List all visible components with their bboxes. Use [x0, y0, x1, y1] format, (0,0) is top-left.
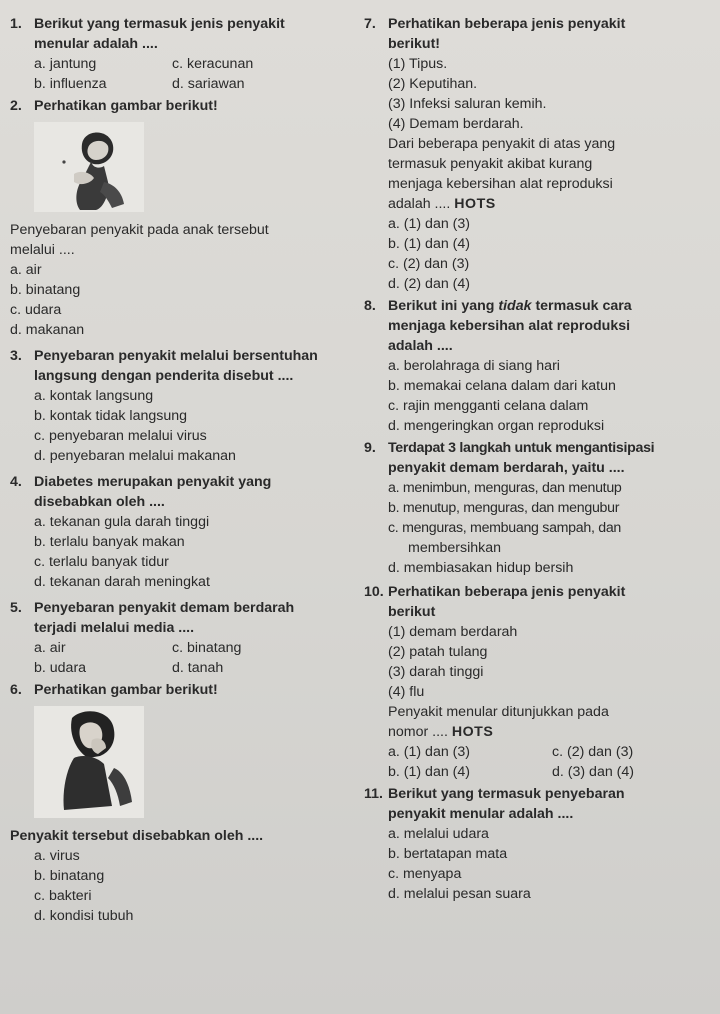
question-1 — [10, 14, 362, 94]
question-6 — [10, 680, 362, 926]
option-c[interactable]: c. menguras, membuang sampah, dan — [388, 520, 621, 536]
option-c[interactable]: c. terlalu banyak tidur — [34, 554, 169, 570]
question-8 — [364, 296, 714, 436]
stem-text: Berikut ini yang — [388, 298, 499, 314]
option-c[interactable]: c. binatang — [172, 640, 242, 656]
option-b[interactable]: b. udara — [34, 660, 87, 676]
option-b[interactable]: b. menutup, menguras, dan mengubur — [388, 500, 620, 516]
stem-line: berikut — [388, 604, 436, 620]
statement-item: (3) Infeksi saluran kemih. — [388, 96, 547, 112]
question-9 — [364, 438, 714, 578]
stem-line: Berikut yang termasuk jenis penyakit — [34, 16, 285, 32]
option-c-continued[interactable]: membersihkan — [408, 540, 502, 556]
figure-child-coughing — [34, 122, 144, 212]
option-a[interactable]: a. melalui udara — [388, 826, 489, 842]
option-a[interactable]: a. virus — [34, 848, 80, 864]
option-d[interactable]: d. sariawan — [172, 76, 245, 92]
option-c[interactable]: c. menyapa — [388, 866, 462, 882]
question-number: 4. — [10, 474, 22, 490]
option-d[interactable]: d. melalui pesan suara — [388, 886, 531, 902]
question-10 — [364, 582, 714, 782]
stem-line: menjaga kebersihan alat reproduksi — [388, 318, 631, 334]
option-d[interactable]: d. tanah — [172, 660, 224, 676]
option-a[interactable]: a. air — [10, 262, 42, 278]
condition-line — [388, 722, 714, 742]
option-d[interactable]: d. mengeringkan organ reproduksi — [388, 418, 605, 434]
question-stem — [34, 598, 362, 638]
option-b[interactable]: b. (1) dan (4) — [388, 764, 471, 780]
question-stem — [388, 784, 714, 824]
option-b[interactable]: b. binatang — [10, 282, 81, 298]
option-a[interactable]: a. (1) dan (3) — [388, 744, 471, 760]
condition-line: Penyakit menular ditunjukkan pada — [388, 704, 609, 720]
question-stem: Perhatikan gambar berikut! — [34, 98, 218, 114]
option-b[interactable]: b. memakai celana dalam dari katun — [388, 378, 616, 394]
option-a[interactable]: a. air — [34, 640, 66, 656]
options — [34, 54, 362, 94]
sick-person-illustration — [34, 706, 144, 818]
option-c[interactable]: c. penyebaran melalui virus — [34, 428, 207, 444]
statement-item: (1) Tipus. — [388, 56, 448, 72]
caption-line: melalui .... — [10, 242, 75, 258]
option-a[interactable]: a. menimbun, menguras, dan menutup — [388, 480, 622, 496]
stem-line: Perhatikan beberapa jenis penyakit — [388, 584, 626, 600]
option-b[interactable]: b. terlalu banyak makan — [34, 534, 185, 550]
question-condition — [388, 702, 714, 742]
figure-caption — [10, 220, 362, 260]
option-a[interactable]: a. berolahraga di siang hari — [388, 358, 560, 374]
option-a[interactable]: a. (1) dan (3) — [388, 216, 471, 232]
question-number: 5. — [10, 600, 22, 616]
hots-badge: HOTS — [454, 196, 496, 212]
options — [34, 638, 362, 678]
stem-line — [388, 296, 714, 316]
question-number: 7. — [364, 16, 376, 32]
option-c[interactable]: c. bakteri — [34, 888, 92, 904]
right-column — [364, 14, 714, 906]
option-d[interactable]: d. (2) dan (4) — [388, 276, 471, 292]
question-stem — [388, 14, 714, 54]
stem-text: termasuk cara — [531, 298, 632, 314]
condition-line: Dari beberapa penyakit di atas yang — [388, 136, 616, 152]
options — [10, 260, 362, 340]
stem-line: terjadi melalui media .... — [34, 620, 195, 636]
hots-badge: HOTS — [451, 724, 494, 740]
option-b[interactable]: b. kontak tidak langsung — [34, 408, 188, 424]
question-stem: Perhatikan gambar berikut! — [34, 682, 218, 698]
question-stem — [388, 296, 714, 356]
question-stem — [388, 438, 714, 478]
question-number: 8. — [364, 298, 376, 314]
option-c[interactable]: c. (2) dan (3) — [388, 256, 470, 272]
option-c[interactable]: c. keracunan — [172, 56, 254, 72]
figure-person-sick — [34, 706, 144, 818]
stem-line: disebabkan oleh .... — [34, 494, 165, 510]
statement-item: (2) Keputihan. — [388, 76, 478, 92]
left-column — [10, 14, 362, 928]
stem-line: Berikut yang termasuk penyebaran — [388, 786, 625, 802]
question-11 — [364, 784, 714, 904]
question-3 — [10, 346, 362, 466]
stem-emphasis: tidak — [498, 298, 532, 314]
condition-text: adalah .... — [388, 196, 451, 212]
caption-line: Penyebaran penyakit pada anak tersebut — [10, 222, 269, 238]
stem-line: menular adalah .... — [34, 36, 158, 52]
options — [388, 742, 714, 782]
option-d[interactable]: d. penyebaran melalui makanan — [34, 448, 236, 464]
question-stem — [34, 346, 362, 386]
stem-line: penyakit demam berdarah, yaitu .... — [388, 460, 625, 476]
option-b[interactable]: b. binatang — [34, 868, 105, 884]
condition-line: menjaga kebersihan alat reproduksi — [388, 176, 613, 192]
condition-text: nomor .... — [388, 724, 448, 740]
stem-line: Penyebaran penyakit melalui bersentuhan — [34, 348, 318, 364]
figure-caption: Penyakit tersebut disebabkan oleh .... — [10, 828, 264, 844]
question-number: 6. — [10, 682, 22, 698]
question-number: 9. — [364, 440, 376, 456]
statement-list — [388, 622, 714, 702]
stem-line: adalah .... — [388, 338, 453, 354]
question-number: 11. — [364, 786, 383, 802]
option-d[interactable]: d. makanan — [10, 322, 85, 338]
question-number: 3. — [10, 348, 22, 364]
statement-item: (4) Demam berdarah. — [388, 116, 524, 132]
option-d[interactable]: d. kondisi tubuh — [34, 908, 134, 924]
option-a[interactable]: a. jantung — [34, 56, 97, 72]
option-c[interactable]: c. rajin mengganti celana dalam — [388, 398, 589, 414]
stem-line: berikut! — [388, 36, 441, 52]
option-c[interactable]: c. udara — [10, 302, 62, 318]
question-2 — [10, 96, 362, 340]
question-number: 2. — [10, 98, 22, 114]
option-b[interactable]: b. influenza — [34, 76, 107, 92]
option-b[interactable]: b. bertatapan mata — [388, 846, 508, 862]
question-stem — [388, 582, 714, 622]
question-stem — [34, 14, 362, 54]
statement-item: (4) flu — [388, 684, 425, 700]
question-number: 10. — [364, 584, 384, 600]
condition-line: termasuk penyakit akibat kurang — [388, 156, 593, 172]
child-sneezing-illustration — [34, 122, 144, 212]
stem-line: penyakit menular adalah .... — [388, 806, 574, 822]
option-a[interactable]: a. tekanan gula darah tinggi — [34, 514, 210, 530]
stem-line: Terdapat 3 langkah untuk mengantisipasi — [388, 440, 655, 456]
statement-item: (3) darah tinggi — [388, 664, 484, 680]
option-b[interactable]: b. (1) dan (4) — [388, 236, 471, 252]
condition-line — [388, 194, 714, 214]
statement-item: (1) demam berdarah — [388, 624, 518, 640]
question-condition — [388, 134, 714, 214]
question-number: 1. — [10, 16, 22, 32]
option-d[interactable]: d. membiasakan hidup bersih — [388, 560, 574, 576]
question-5 — [10, 598, 362, 678]
stem-line: Penyebaran penyakit demam berdarah — [34, 600, 295, 616]
question-7 — [364, 14, 714, 294]
option-d[interactable]: d. (3) dan (4) — [552, 764, 635, 780]
stem-line: langsung dengan penderita disebut .... — [34, 368, 294, 384]
option-a[interactable]: a. kontak langsung — [34, 388, 154, 404]
question-stem — [34, 472, 362, 512]
option-c[interactable]: c. (2) dan (3) — [552, 744, 634, 760]
statement-item: (2) patah tulang — [388, 644, 488, 660]
question-4 — [10, 472, 362, 592]
statement-list — [388, 54, 714, 134]
option-d[interactable]: d. tekanan darah meningkat — [34, 574, 210, 590]
stem-line: Diabetes merupakan penyakit yang — [34, 474, 272, 490]
stem-line: Perhatikan beberapa jenis penyakit — [388, 16, 626, 32]
